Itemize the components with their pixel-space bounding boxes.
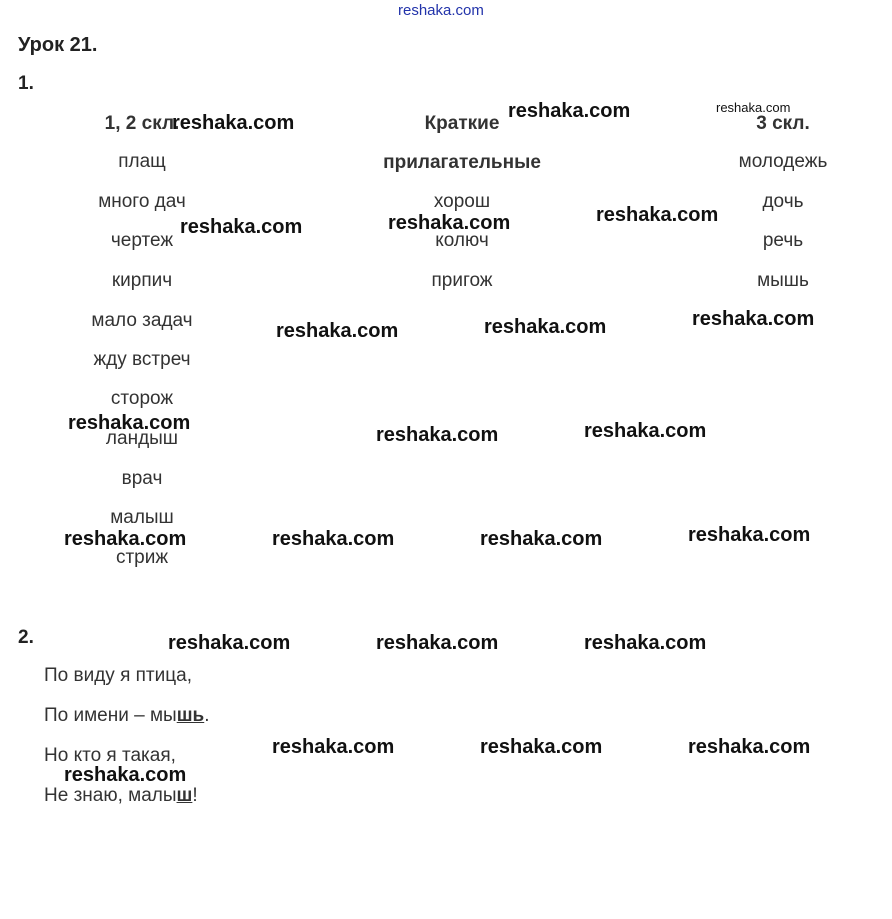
watermark: reshaka.com: [484, 316, 607, 338]
site-header-watermark: reshaka.com: [398, 2, 484, 19]
watermark: reshaka.com: [64, 528, 187, 550]
poem-line-4-underlined: ш: [176, 785, 193, 806]
watermark: reshaka.com: [376, 632, 499, 654]
watermark: reshaka.com: [688, 524, 811, 546]
poem-line-2-end: .: [204, 705, 210, 726]
watermark: reshaka.com: [180, 216, 303, 238]
watermark: reshaka.com: [168, 632, 291, 654]
word-col3-0: молодежь: [738, 151, 828, 172]
word-col2-2: пригож: [431, 270, 493, 291]
watermark: reshaka.com: [376, 424, 499, 446]
watermark: reshaka.com: [480, 528, 603, 550]
word-col1-7: ландыш: [105, 428, 179, 449]
word-col1-8: врач: [121, 468, 163, 489]
poem-line-2-underlined: шь: [176, 705, 205, 726]
watermark: reshaka.com: [584, 632, 707, 654]
column-header-1-2-declension: 1, 2 скл.: [104, 113, 180, 134]
watermark: reshaka.com: [276, 320, 399, 342]
watermark: reshaka.com: [172, 112, 295, 134]
watermark: reshaka.com: [692, 308, 815, 330]
poem-line-4-text: Не знаю, малы: [44, 785, 177, 806]
watermark: reshaka.com: [716, 100, 791, 115]
watermark: reshaka.com: [596, 204, 719, 226]
column-header-3-declension: 3 скл.: [756, 113, 810, 134]
task-2-number: 2.: [18, 627, 34, 648]
word-col1-0: плащ: [118, 151, 166, 172]
watermark: reshaka.com: [272, 736, 395, 758]
column-header-short-adjectives-line2: прилагательные: [383, 152, 541, 173]
word-col2-1: колюч: [435, 230, 489, 251]
watermark: reshaka.com: [388, 212, 511, 234]
word-col3-3: мышь: [757, 270, 809, 291]
lesson-title: Урок 21.: [18, 34, 98, 56]
watermark: reshaka.com: [64, 764, 187, 786]
watermark: reshaka.com: [480, 736, 603, 758]
word-col1-1: много дач: [98, 191, 186, 212]
word-col1-2: чертеж: [110, 230, 174, 251]
watermark: reshaka.com: [584, 420, 707, 442]
poem-line-3: Но кто я такая,: [44, 745, 176, 766]
poem-line-2-text: По имени – мы: [44, 705, 177, 726]
watermark: reshaka.com: [688, 736, 811, 758]
poem-line-2: [44, 705, 210, 727]
task-1-number: 1.: [18, 73, 34, 94]
poem-line-4-end: !: [192, 785, 198, 806]
watermark: reshaka.com: [272, 528, 395, 550]
word-col3-2: речь: [762, 230, 804, 251]
poem-line-4: [44, 785, 198, 807]
word-col3-1: дочь: [762, 191, 804, 212]
watermark: reshaka.com: [68, 412, 191, 434]
word-col1-3: кирпич: [111, 270, 173, 291]
column-header-short-adjectives-line1: Краткие: [424, 113, 500, 134]
word-col1-6: сторож: [110, 388, 174, 409]
word-col2-0: хорош: [433, 191, 491, 212]
watermark: reshaka.com: [508, 100, 631, 122]
word-col1-10: стриж: [115, 547, 169, 568]
word-col1-5: жду встреч: [93, 349, 191, 370]
word-col1-4: мало задач: [91, 310, 193, 331]
word-col1-9: малыш: [110, 507, 174, 528]
poem-line-1: По виду я птица,: [44, 665, 192, 686]
